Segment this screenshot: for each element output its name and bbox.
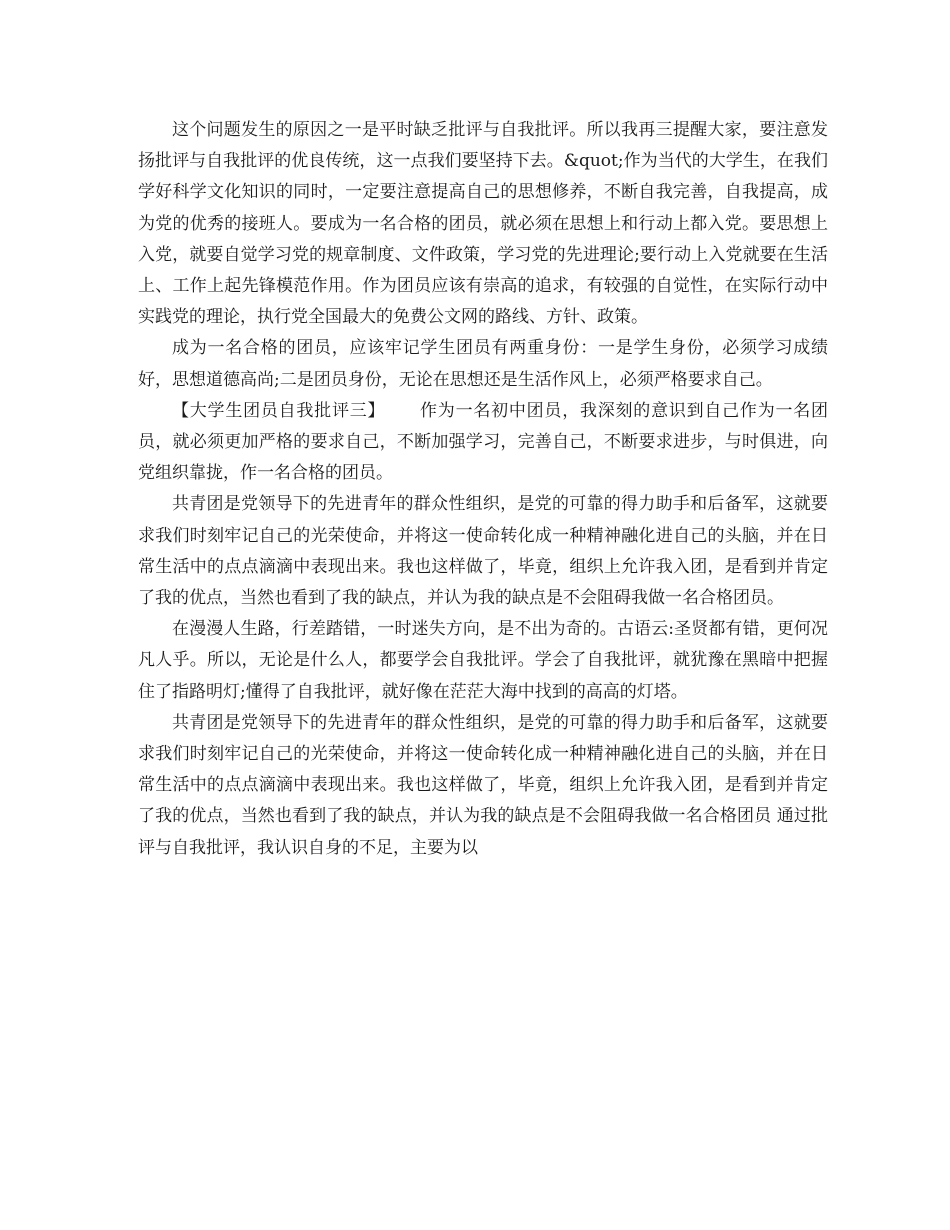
- paragraph-6: 共青团是党领导下的先进青年的群众性组织，是党的可靠的得力助手和后备军，这就要求我们时刻牢记自己的光荣使命，并将这一使命转化成一种精神融化进自己的头脑，并在日常生活中的点点滴滴中表现出来。我也这样做了，毕竟，组织上允许我入团，是看到并肯定了我的优点，当然也看到了我的缺点，并认为我的缺点是不会阻碍我做一名合格团员 通过批评与自我批评，我认识自身的不足，主要为以: [138, 712, 828, 858]
- paragraph-5: 在漫漫人生路，行差踏错，一时迷失方向，是不出为奇的。古语云:圣贤都有错，更何况凡人乎。所以，无论是什么人，都要学会自我批评。学会了自我批评，就犹豫在黑暗中把握住了指路明灯;懂得了自我批评，就好像在茫茫大海中找到的高高的灯塔。: [138, 619, 828, 702]
- paragraph-4: 共青团是党领导下的先进青年的群众性组织，是党的可靠的得力助手和后备军，这就要求我们时刻牢记自己的光荣使命，并将这一使命转化成一种精神融化进自己的头脑，并在日常生活中的点点滴滴中表现出来。我也这样做了，毕竟，组织上允许我入团，是看到并肯定了我的优点，当然也看到了我的缺点，并认为我的缺点是不会阻碍我做一名合格团员。: [138, 494, 828, 609]
- paragraph-1: 这个问题发生的原因之一是平时缺乏批评与自我批评。所以我再三提醒大家，要注意发扬批评与自我批评的优良传统，这一点我们要坚持下去。&quot;作为当代的大学生，在我们学好科学文化知识的同时，一定要注意提高自己的思想修养，不断自我完善，自我提高，成为党的优秀的接班人。要成为一名合格的团员，就必须在思想上和行动上都入党。要思想上入党，就要自觉学习党的规章制度、文件政策，学习党的先进理论;要行动上入党就要在生活上、工作上起先锋模范作用。作为团员应该有崇高的追求，有较强的自觉性，在实际行动中实践党的理论，执行党全国最大的免费公文网的路线、方针、政策。: [138, 120, 828, 328]
- section-paragraph: [138, 396, 828, 490]
- section-intro: 作为一名初中团员，我深刻的意识到自己作为一名团员，就必须更加严格的要求自己，不断加强学习，完善自己，不断要求进步，与时俱进，向党组织靠拢，作一名合格的团员。: [138, 400, 829, 484]
- document-body: [138, 115, 828, 864]
- section-heading: 【大学生团员自我批评三】: [172, 400, 386, 421]
- paragraph-2: 成为一名合格的团员，应该牢记学生团员有两重身份：一是学生身份，必须学习成绩好，思想道德高尚;二是团员身份，无论在思想还是生活作风上，必须严格要求自己。: [138, 338, 828, 390]
